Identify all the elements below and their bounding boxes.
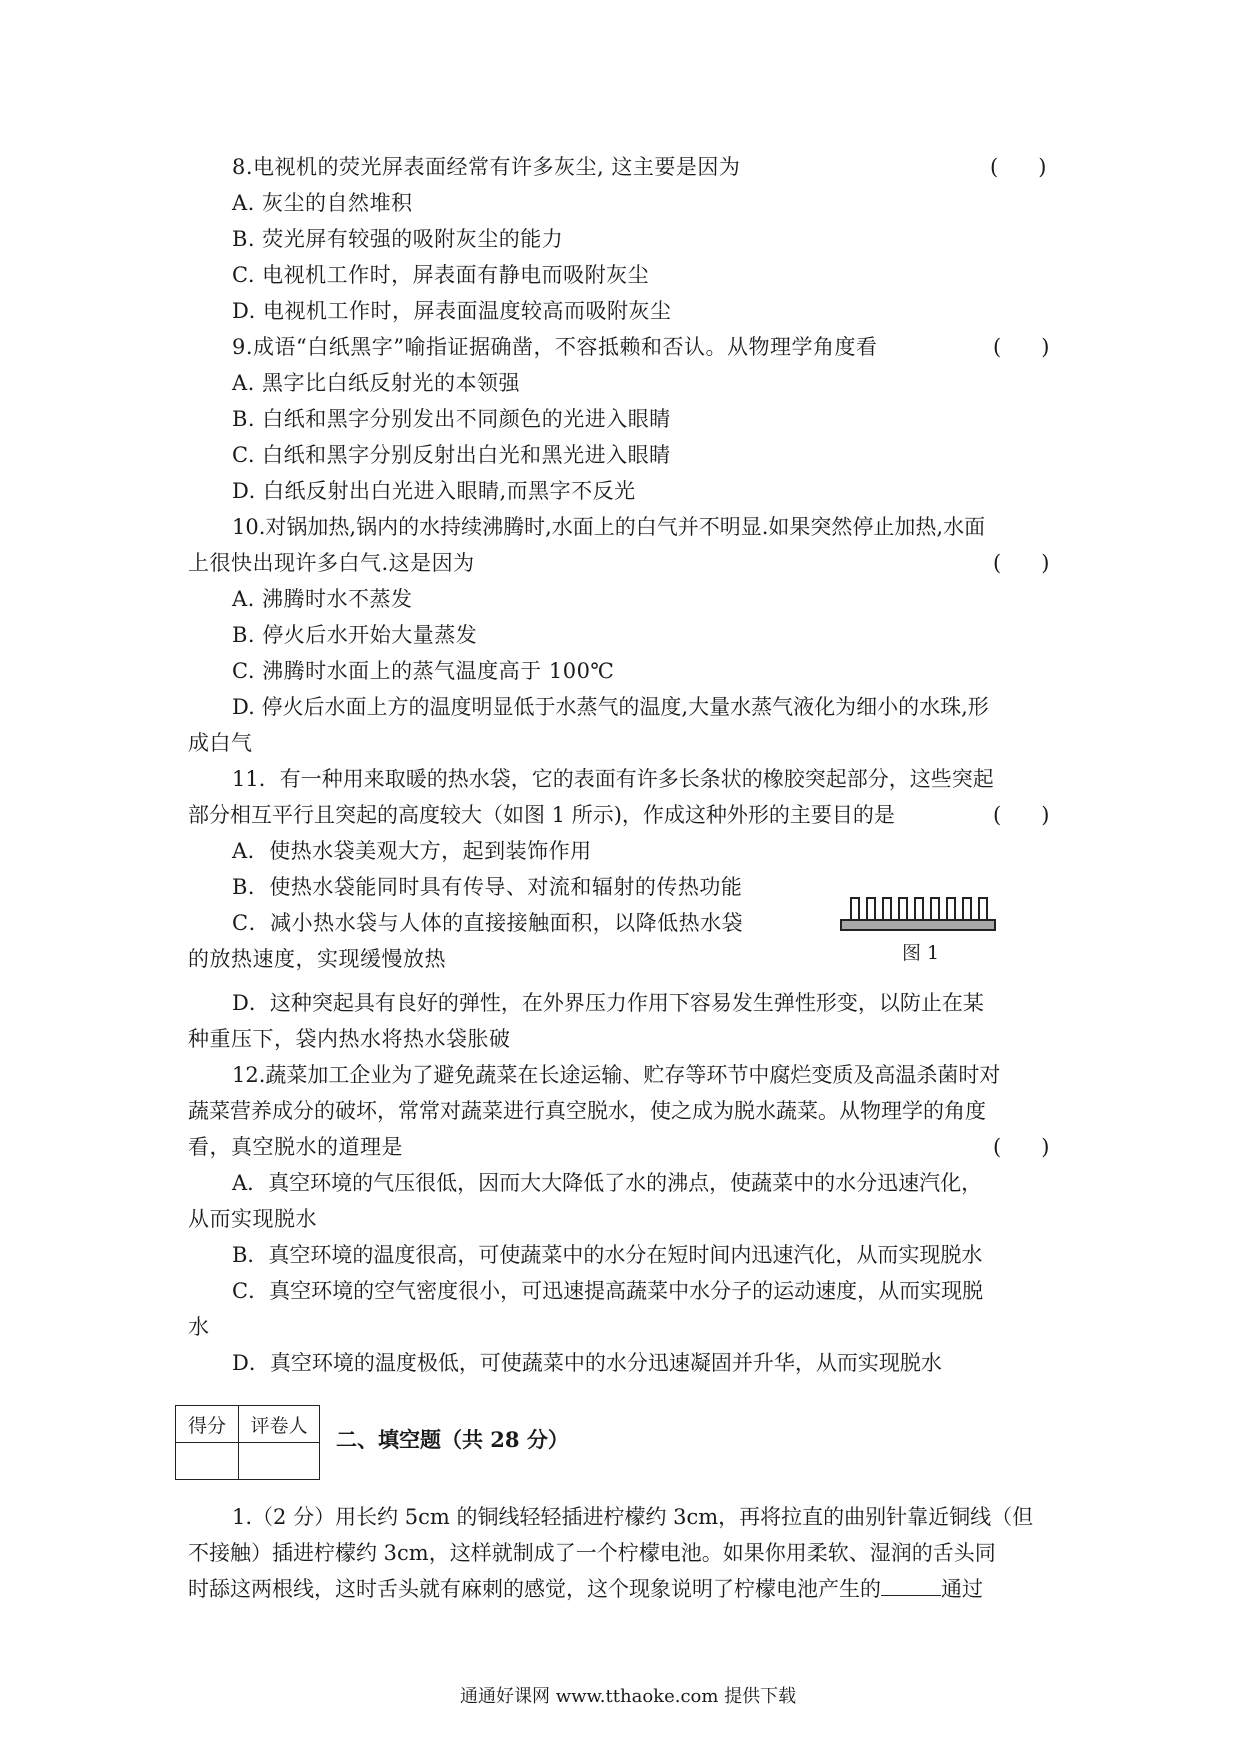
s2-q1-line3-text: 时舔这两根线，这时舌头就有麻刺的感觉，这个现象说明了柠檬电池产生的: [188, 1577, 881, 1601]
q11-stem-line2: 部分相互平行且突起的高度较大（如图 1 所示)，作成这种外形的主要目的是: [188, 803, 895, 827]
q10-option-d-line1: D. 停火后水面上方的温度明显低于水蒸气的温度,大量水蒸气液化为细小的水珠,形: [232, 695, 989, 719]
q9-option-a: A. 黑字比白纸反射光的本领强: [232, 371, 521, 395]
q12-option-a-line2: 从而实现脱水: [188, 1207, 317, 1231]
q8-stem: 8.电视机的荧光屏表面经常有许多灰尘, 这主要是因为: [232, 155, 741, 179]
q11-option-c-line2: 的放热速度，实现缓慢放热: [188, 947, 446, 971]
grader-cell: [239, 1443, 320, 1480]
s2-q1-line2: 不接触）插进柠檬约 3cm，这样就制成了一个柠檬电池。如果你用柔软、湿润的舌头同: [188, 1541, 996, 1565]
q12-stem-line1: 12.蔬菜加工企业为了避免蔬菜在长途运输、贮存等环节中腐烂变质及高温杀菌时对: [232, 1063, 1001, 1087]
s2-q1-line3: [188, 1574, 983, 1604]
q10-answer-paren: ( ): [993, 551, 1050, 575]
q10-option-b: B. 停火后水开始大量蒸发: [232, 623, 478, 647]
q8-answer-paren: ( ): [990, 155, 1047, 179]
figure-caption: 图 1: [902, 942, 940, 964]
section-title: 二、填空题（共 28 分）: [336, 1427, 569, 1452]
q11-option-d-line1: D．这种突起具有良好的弹性，在外界压力作用下容易发生弹性形变，以防止在某: [232, 991, 984, 1015]
q9-stem: 9.成语“白纸黑字”喻指证据确凿，不容抵赖和否认。从物理学角度看: [232, 335, 878, 359]
answer-blank[interactable]: [881, 1577, 941, 1596]
q12-stem-line2: 蔬菜营养成分的破坏，常常对蔬菜进行真空脱水，使之成为脱水蔬菜。从物理学的角度: [188, 1099, 986, 1123]
q9-option-b: B. 白纸和黑字分别发出不同颜色的光进入眼睛: [232, 407, 671, 431]
score-cell: [176, 1443, 239, 1480]
q12-option-c-line2: 水: [188, 1315, 210, 1339]
q9-option-c: C. 白纸和黑字分别反射出白光和黑光进入眼睛: [232, 443, 671, 467]
q12-stem-line3: 看，真空脱水的道理是: [188, 1135, 403, 1159]
q12-option-d: D．真空环境的温度极低，可使蔬菜中的水分迅速凝固并升华，从而实现脱水: [232, 1351, 942, 1375]
page-footer: 通通好课网 www.tthaoke.com 提供下载: [460, 1686, 797, 1707]
q8-option-a: A. 灰尘的自然堆积: [232, 191, 413, 215]
q12-option-a-line1: A．真空环境的气压很低，因而大大降低了水的沸点，使蔬菜中的水分迅速汽化，: [232, 1171, 983, 1195]
q10-stem-line1: 10.对锅加热,锅内的水持续沸腾时,水面上的白气并不明显.如果突然停止加热,水面: [232, 515, 986, 539]
score-label: 得分: [176, 1406, 239, 1443]
q10-stem-line2: 上很快出现许多白气.这是因为: [188, 551, 475, 575]
s2-q1-line1: 1.（2 分）用长约 5cm 的铜线轻轻插进柠檬约 3cm，再将拉直的曲别针靠近铜线（但: [232, 1505, 1034, 1529]
q10-option-c: C. 沸腾时水面上的蒸气温度高于 100℃: [232, 659, 615, 683]
q12-answer-paren: ( ): [993, 1135, 1050, 1159]
q11-option-b: B．使热水袋能同时具有传导、对流和辐射的传热功能: [232, 875, 743, 899]
grader-label: 评卷人: [239, 1406, 320, 1443]
q8-option-d: D. 电视机工作时，屏表面温度较高而吸附灰尘: [232, 299, 672, 323]
q11-stem-line1: 11．有一种用来取暖的热水袋，它的表面有许多长条状的橡胶突起部分，这些突起: [232, 767, 994, 791]
q11-option-c-line1: C．减小热水袋与人体的直接接触面积，以降低热水袋: [232, 911, 744, 935]
hot-water-bag-figure: [838, 895, 998, 933]
q11-answer-paren: ( ): [993, 803, 1050, 827]
q9-option-d: D. 白纸反射出白光进入眼睛,而黑字不反光: [232, 479, 636, 503]
q12-option-b: B．真空环境的温度很高，可使蔬菜中的水分在短时间内迅速汽化，从而实现脱水: [232, 1243, 983, 1267]
q10-option-a: A. 沸腾时水不蒸发: [232, 587, 413, 611]
q12-option-c-line1: C．真空环境的空气密度很小，可迅速提高蔬菜中水分子的运动速度，从而实现脱: [232, 1279, 984, 1303]
q9-answer-paren: ( ): [993, 335, 1050, 359]
s2-q1-line3-end: 通过: [941, 1577, 983, 1601]
q8-option-b: B. 荧光屏有较强的吸附灰尘的能力: [232, 227, 564, 251]
score-box: [175, 1405, 320, 1480]
q11-option-d-line2: 种重压下，袋内热水将热水袋胀破: [188, 1027, 511, 1051]
q8-option-c: C. 电视机工作时，屏表面有静电而吸附灰尘: [232, 263, 650, 287]
q10-option-d-line2: 成白气: [188, 731, 253, 755]
q11-option-a: A．使热水袋美观大方，起到装饰作用: [232, 839, 592, 863]
